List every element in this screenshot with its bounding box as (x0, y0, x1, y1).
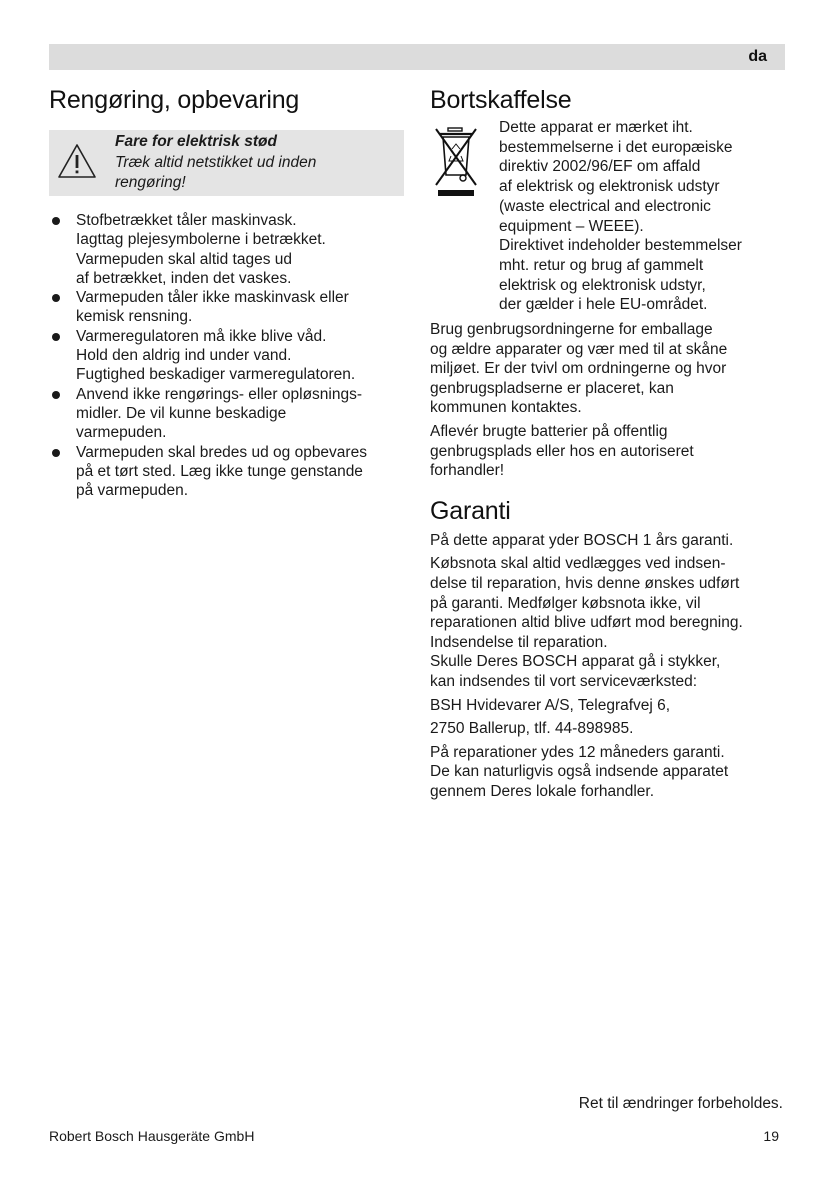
text-line: bestemmelserne i det europæiske (499, 138, 733, 156)
text-line: På reparationer ydes 12 måneders garanti. (430, 743, 725, 761)
text-line: De kan naturligvis også indsende apparatet (430, 763, 729, 781)
text-line: af elektrisk og elektronisk udstyr (499, 178, 720, 196)
cleaning-heading: Rengøring, opbevaring (49, 86, 300, 114)
text-line: genbrugspladserne er placeret, kan (430, 379, 674, 397)
text-line: forhandler! (430, 462, 505, 480)
service-address-street: BSH Hvidevarer A/S, Telegrafvej 6, (430, 696, 671, 714)
text-line: miljøet. Er der tvivl om ordningerne og hvor (430, 360, 727, 378)
warning-line: rengøring! (115, 174, 186, 191)
list-line: Stofbetrækket tåler maskinvask. (76, 212, 297, 229)
text-line: på garanti. Medfølger købsnota ikke, vil (430, 594, 701, 612)
list-line: midler. De vil kunne beskadige (76, 404, 287, 422)
text-line: direktiv 2002/96/EF om affald (499, 158, 701, 176)
list-line: Anvend ikke rengørings- eller opløsnings- (76, 385, 363, 403)
text-line: der gælder i hele EU-området. (499, 296, 708, 314)
bullet-icon (52, 294, 60, 302)
right-column (430, 84, 786, 801)
text-line: Direktivet indeholder bestemmelser (499, 237, 742, 255)
page-number: 19 (763, 1128, 779, 1144)
recycling-paragraph (430, 320, 786, 418)
service-address-city: 2750 Ballerup, tlf. 44-898985. (430, 720, 634, 738)
weee-text (499, 118, 742, 315)
list-line: Varmepuden skal bredes ud og opbevares (76, 443, 367, 461)
weee-block (430, 118, 786, 320)
warning-line: Træk altid netstikket ud inden (115, 153, 317, 171)
text-line: Brug genbrugsordningerne for emballage (430, 321, 713, 338)
text-line: (waste electrical and electronic (499, 197, 711, 215)
warning-box (49, 130, 404, 196)
text-line: delse til reparation, hvis denne ønskes udført (430, 574, 740, 592)
bullet-icon (52, 217, 60, 225)
list-line: Varmepuden skal altid tages ud (76, 250, 292, 268)
warning-text (115, 132, 316, 194)
list-line: på et tørt sted. Læg ikke tunge genstande (76, 462, 363, 480)
text-line: Skulle Deres BOSCH apparat gå i stykker, (430, 653, 721, 671)
cleaning-list (49, 211, 404, 500)
text-line: og ældre apparater og vær med til at skåne (430, 340, 728, 358)
disposal-heading: Bortskaffelse (430, 86, 572, 114)
list-line: af betrækket, inden det vaskes. (76, 269, 292, 287)
text-line: genbrugsplads eller hos en autoriseret (430, 442, 694, 460)
company-name: Robert Bosch Hausgeräte GmbH (49, 1128, 255, 1144)
list-item (49, 443, 404, 501)
text-line: Indsendelse til reparation. (430, 633, 608, 651)
language-bar (49, 44, 785, 70)
list-line: Varmeregulatoren må ikke blive våd. (76, 327, 327, 345)
text-line: kan indsendes til vort serviceværksted: (430, 672, 698, 690)
warranty-repair-paragraph (430, 743, 786, 802)
list-item (49, 211, 404, 288)
text-line: mht. retur og brug af gammelt (499, 256, 704, 274)
list-line: Hold den aldrig ind under vand. (76, 347, 292, 365)
warning-title: Fare for elektrisk stød (115, 133, 277, 150)
list-line: Fugtighed beskadiger varmeregulatoren. (76, 366, 356, 384)
language-code: da (748, 48, 767, 65)
text-line: gennem Deres lokale forhandler. (430, 782, 655, 800)
left-column (49, 84, 404, 500)
list-line: varmepuden. (76, 424, 167, 442)
text-line: equipment – WEEE). (499, 217, 644, 235)
battery-paragraph (430, 422, 786, 481)
crossed-out-bin-icon (432, 123, 480, 199)
text-line: reparationen altid blive udført mod beregning. (430, 614, 743, 632)
bullet-icon (52, 391, 60, 399)
warranty-receipt-paragraph (430, 554, 786, 691)
list-line: Iagttag plejesymbolerne i betrækket. (76, 231, 326, 249)
text-line: Købsnota skal altid vedlægges ved indsen- (430, 555, 726, 573)
list-item (49, 385, 404, 443)
text-line: Aflevér brugte batterier på offentlig (430, 422, 668, 440)
list-line: Varmepuden tåler ikke maskinvask eller (76, 289, 349, 307)
list-line: kemisk rensning. (76, 308, 193, 326)
list-item (49, 288, 404, 327)
warranty-heading: Garanti (430, 496, 511, 525)
text-line: kommunen kontaktes. (430, 399, 582, 417)
list-line: på varmepuden. (76, 482, 189, 500)
list-item (49, 327, 404, 385)
warranty-intro: På dette apparat yder BOSCH 1 års garanti. (430, 531, 734, 549)
bullet-icon (52, 333, 60, 341)
bullet-icon (52, 449, 60, 457)
changes-reserved-note: Ret til ændringer forbeholdes. (578, 1095, 783, 1112)
text-line: elektrisk og elektronisk udstyr, (499, 276, 706, 294)
warning-triangle-icon (57, 143, 97, 179)
text-line: Dette apparat er mærket iht. (499, 119, 693, 136)
